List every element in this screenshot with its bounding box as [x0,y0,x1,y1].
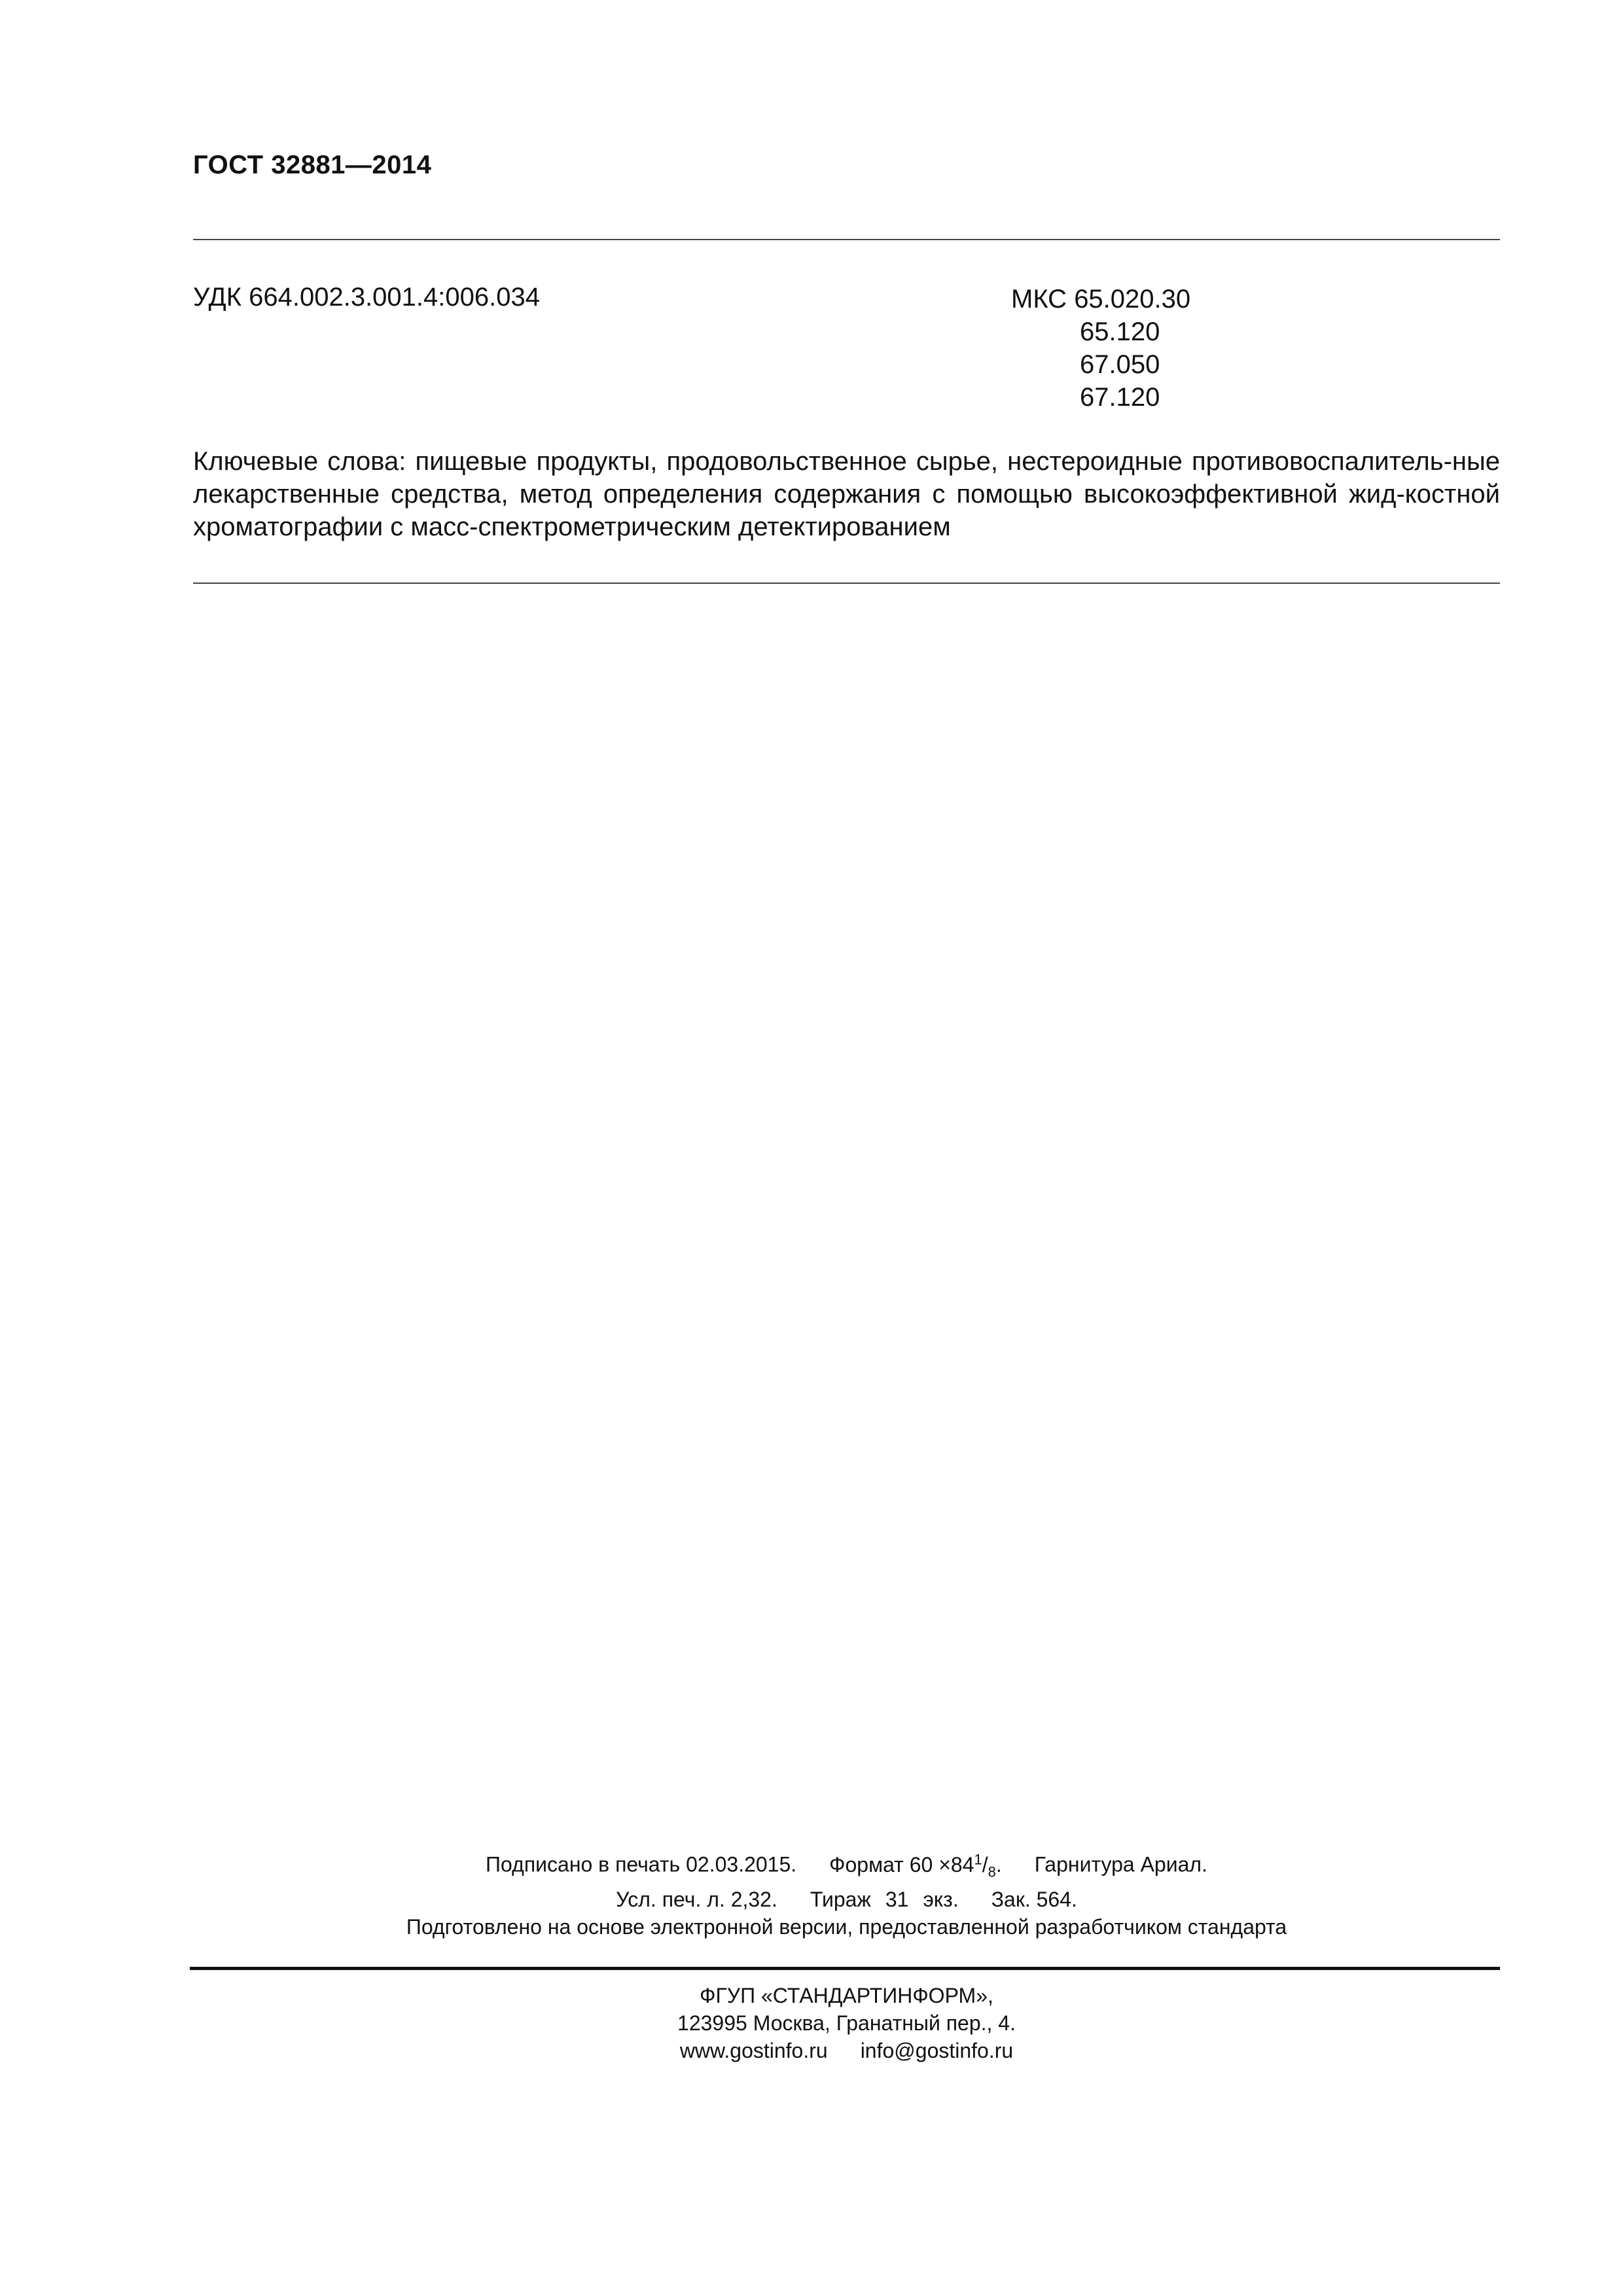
mks-code: 67.120 [1080,383,1160,412]
imprint-block [193,1846,1500,1941]
imprint-line-2 [193,1886,1500,1913]
signed-date: Подписано в печать 02.03.2015. [486,1852,797,1876]
udk-code: УДК 664.002.3.001.4:006.034 [193,283,540,312]
mks-code: 67.050 [1080,350,1160,379]
print-sheets: Усл. печ. л. 2,32. [616,1888,777,1912]
publisher-block [193,1982,1500,2064]
mks-line-3 [1011,348,1190,381]
print-run-label: Тираж [810,1888,871,1912]
publisher-email-link[interactable]: info@gostinfo.ru [860,2039,1014,2062]
paper-format: Формат $60 \times 84^1/_8$. [829,1851,1002,1880]
publisher-name: ФГУП «СТАНДАРТИНФОРМ», [700,1984,993,2007]
keywords-paragraph: Ключевые слова: пищевые продукты, продовольственное сырье, нестероидные противовоспалитель-ные лекарственные средства, метод определения содержания с помощью высокоэффективной жид-костной хроматографии с масс-спектрометрическим детектированием [193,447,1500,541]
order-number: Зак. 564. [991,1888,1077,1912]
print-run-value: 31 [885,1888,909,1912]
document-title: ГОСТ 32881—2014 [193,151,432,179]
mks-line-1 [1011,283,1190,315]
imprint-line-1 [193,1846,1500,1886]
mks-line-4 [1011,381,1190,414]
mks-block [1011,283,1190,414]
publisher-contacts [193,2037,1500,2064]
typeface: Гарнитура Ариал. [1034,1852,1207,1876]
mks-line-2 [1011,315,1190,348]
mks-code: 65.120 [1080,317,1160,346]
mks-label: МКС [1011,285,1067,314]
publisher-divider [190,1967,1500,1970]
print-run-unit: экз. [923,1888,959,1912]
mks-code: 65.020.30 [1074,285,1191,314]
publisher-website-link[interactable]: www.gostinfo.ru [679,2039,828,2062]
prepared-note: Подготовлено на основе электронной версии, предоставленной разработчиком стандарта [406,1915,1287,1939]
publisher-address: 123995 Москва, Гранатный пер., 4. [677,2011,1016,2035]
keywords-divider [193,583,1500,584]
top-divider [193,239,1500,240]
